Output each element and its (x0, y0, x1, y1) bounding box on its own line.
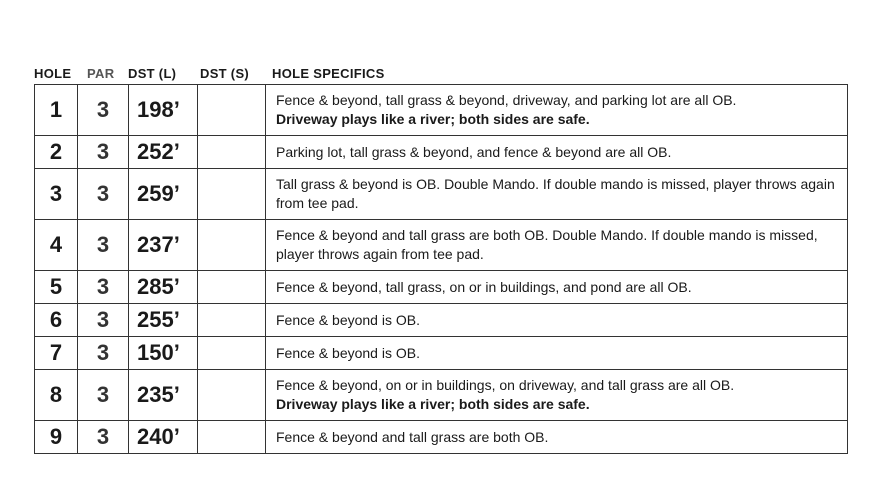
hole-distance-long: 150’ (129, 337, 198, 370)
hole-specifics (266, 370, 848, 421)
hole-par: 3 (78, 370, 129, 421)
hole-distance-long: 237’ (129, 220, 198, 271)
hole-specifics-text: Fence & beyond is OB. (276, 311, 420, 328)
hole-specifics-text: Parking lot, tall grass & beyond, and fence & beyond are all OB. (276, 143, 672, 160)
hole-number: 2 (35, 136, 78, 169)
hole-number: 5 (35, 271, 78, 304)
hole-number: 4 (35, 220, 78, 271)
table-row (35, 370, 848, 421)
hole-specifics (266, 169, 848, 220)
hole-distance-short (198, 85, 266, 136)
hole-distance-short (198, 421, 266, 454)
hole-specifics-text: Fence & beyond, tall grass & beyond, driveway, and parking lot are all OB. (276, 92, 737, 108)
hole-number: 3 (35, 169, 78, 220)
hole-specifics-note: Driveway plays like a river; both sides are safe. (276, 396, 590, 412)
hole-distance-long: 240’ (129, 421, 198, 454)
table-row (35, 85, 848, 136)
holes-table (34, 84, 848, 454)
hole-number: 1 (35, 85, 78, 136)
hole-specifics (266, 85, 848, 136)
hole-distance-short (198, 169, 266, 220)
header-par: PAR (87, 66, 115, 81)
hole-par: 3 (78, 271, 129, 304)
hole-distance-long: 235’ (129, 370, 198, 421)
hole-specifics (266, 136, 848, 169)
hole-distance-short (198, 370, 266, 421)
table-row (35, 421, 848, 454)
hole-par: 3 (78, 304, 129, 337)
hole-par: 3 (78, 169, 129, 220)
header-hole-specifics: HOLE SPECIFICS (272, 66, 385, 81)
header-dst-long: DST (L) (128, 66, 177, 81)
hole-par: 3 (78, 220, 129, 271)
hole-par: 3 (78, 421, 129, 454)
table-row (35, 304, 848, 337)
hole-distance-long: 198’ (129, 85, 198, 136)
hole-distance-short (198, 220, 266, 271)
table-row (35, 337, 848, 370)
hole-distance-short (198, 271, 266, 304)
hole-specifics-note: Driveway plays like a river; both sides are safe. (276, 111, 590, 127)
hole-number: 9 (35, 421, 78, 454)
hole-par: 3 (78, 85, 129, 136)
hole-distance-long: 285’ (129, 271, 198, 304)
hole-specifics-text: Fence & beyond, on or in buildings, on driveway, and tall grass are all OB. (276, 377, 735, 393)
hole-distance-short (198, 136, 266, 169)
hole-specifics (266, 220, 848, 271)
table-row (35, 271, 848, 304)
table-row (35, 220, 848, 271)
header-hole: HOLE (34, 66, 72, 81)
hole-distance-short (198, 304, 266, 337)
hole-number: 8 (35, 370, 78, 421)
hole-specifics (266, 337, 848, 370)
hole-specifics-text: Fence & beyond is OB. (276, 344, 420, 361)
hole-specifics-text: Fence & beyond and tall grass are both OB. (276, 428, 549, 445)
hole-distance-long: 252’ (129, 136, 198, 169)
hole-specifics (266, 271, 848, 304)
scorecard-sheet (34, 63, 847, 454)
hole-specifics-text: Fence & beyond and tall grass are both OB. Double Mando. If double mando is missed, player throws again from tee pad. (276, 227, 818, 262)
hole-specifics-text: Fence & beyond, tall grass, on or in buildings, and pond are all OB. (276, 278, 692, 295)
hole-distance-long: 259’ (129, 169, 198, 220)
hole-par: 3 (78, 136, 129, 169)
hole-par: 3 (78, 337, 129, 370)
hole-distance-long: 255’ (129, 304, 198, 337)
hole-specifics (266, 421, 848, 454)
hole-specifics (266, 304, 848, 337)
hole-number: 6 (35, 304, 78, 337)
hole-distance-short (198, 337, 266, 370)
table-row (35, 136, 848, 169)
hole-number: 7 (35, 337, 78, 370)
table-row (35, 169, 848, 220)
hole-specifics-text: Tall grass & beyond is OB. Double Mando. If double mando is missed, player throws again from tee pad. (276, 176, 835, 211)
column-header-row (34, 63, 847, 84)
header-dst-short: DST (S) (200, 66, 250, 81)
